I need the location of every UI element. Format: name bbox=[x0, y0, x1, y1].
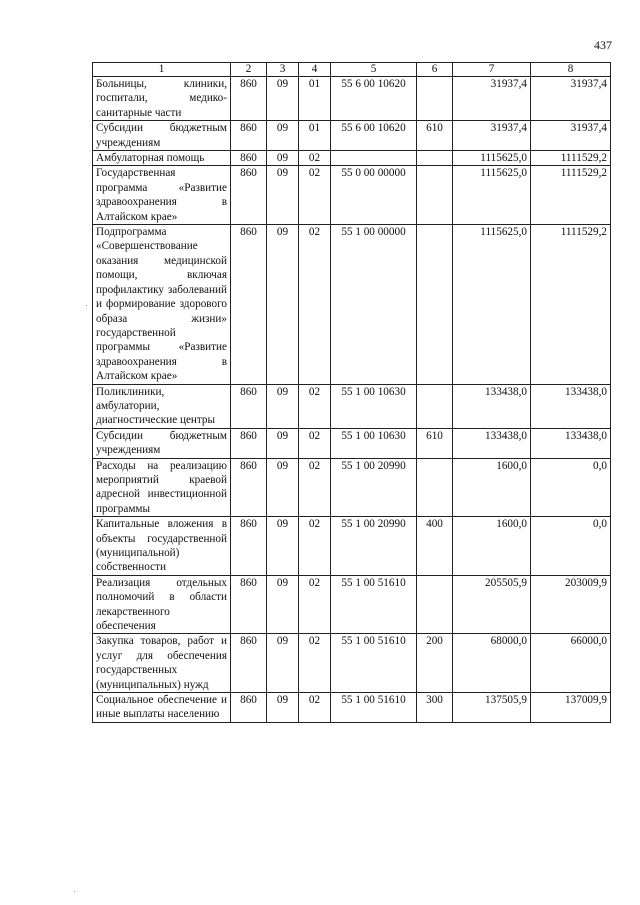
cell-col4: 02 bbox=[299, 693, 331, 723]
cell-col8: 137009,9 bbox=[531, 693, 611, 723]
table-row bbox=[93, 458, 611, 517]
table-row bbox=[93, 225, 611, 384]
cell-col3: 09 bbox=[267, 77, 299, 121]
table-row bbox=[93, 384, 611, 428]
cell-col2: 860 bbox=[231, 458, 267, 517]
cell-col6 bbox=[417, 77, 453, 121]
cell-col4: 02 bbox=[299, 384, 331, 428]
cell-col8: 31937,4 bbox=[531, 77, 611, 121]
table-row bbox=[93, 517, 611, 576]
cell-col3: 09 bbox=[267, 166, 299, 225]
cell-col6 bbox=[417, 575, 453, 634]
cell-col2: 860 bbox=[231, 225, 267, 384]
cell-col3: 09 bbox=[267, 428, 299, 458]
row-name: Капитальные вложения в объекты государственной (муниципальной) собственности bbox=[93, 517, 231, 576]
cell-col2: 860 bbox=[231, 428, 267, 458]
cell-col5: 55 1 00 10630 bbox=[331, 384, 417, 428]
cell-col2: 860 bbox=[231, 121, 267, 151]
cell-col7: 133438,0 bbox=[453, 428, 531, 458]
cell-col8: 133438,0 bbox=[531, 384, 611, 428]
cell-col7: 1115625,0 bbox=[453, 225, 531, 384]
cell-col8: 203009,9 bbox=[531, 575, 611, 634]
cell-col2: 860 bbox=[231, 634, 267, 693]
cell-col3: 09 bbox=[267, 634, 299, 693]
cell-col3: 09 bbox=[267, 151, 299, 166]
cell-col4: 01 bbox=[299, 121, 331, 151]
cell-col4: 02 bbox=[299, 428, 331, 458]
cell-col6 bbox=[417, 225, 453, 384]
column-header: 6 bbox=[417, 63, 453, 77]
row-name: Расходы на реализацию мероприятий краевой адресной инвестиционной программы bbox=[93, 458, 231, 517]
cell-col2: 860 bbox=[231, 151, 267, 166]
cell-col6: 200 bbox=[417, 634, 453, 693]
cell-col5: 55 1 00 10630 bbox=[331, 428, 417, 458]
cell-col6 bbox=[417, 458, 453, 517]
cell-col8: 66000,0 bbox=[531, 634, 611, 693]
row-name: Социальное обеспечение и иные выплаты населению bbox=[93, 693, 231, 723]
cell-col8: 1111529,2 bbox=[531, 225, 611, 384]
cell-col4: 01 bbox=[299, 77, 331, 121]
table-row bbox=[93, 575, 611, 634]
cell-col5: 55 6 00 10620 bbox=[331, 77, 417, 121]
table-row bbox=[93, 166, 611, 225]
cell-col8: 31937,4 bbox=[531, 121, 611, 151]
cell-col2: 860 bbox=[231, 693, 267, 723]
cell-col8: 1111529,2 bbox=[531, 151, 611, 166]
cell-col7: 205505,9 bbox=[453, 575, 531, 634]
budget-table bbox=[92, 62, 611, 723]
table-row bbox=[93, 121, 611, 151]
cell-col6 bbox=[417, 166, 453, 225]
cell-col5: 55 1 00 20990 bbox=[331, 458, 417, 517]
table-row bbox=[93, 428, 611, 458]
column-header: 3 bbox=[267, 63, 299, 77]
cell-col5: 55 6 00 10620 bbox=[331, 121, 417, 151]
cell-col5: 55 1 00 20990 bbox=[331, 517, 417, 576]
table-row bbox=[93, 77, 611, 121]
column-header: 8 bbox=[531, 63, 611, 77]
row-name: Субсидии бюджетным учреждениям bbox=[93, 428, 231, 458]
cell-col2: 860 bbox=[231, 384, 267, 428]
cell-col7: 1600,0 bbox=[453, 458, 531, 517]
column-header: 2 bbox=[231, 63, 267, 77]
cell-col7: 133438,0 bbox=[453, 384, 531, 428]
row-name: Государственная программа «Развитие здравоохранения в Алтайском крае» bbox=[93, 166, 231, 225]
cell-col7: 1115625,0 bbox=[453, 151, 531, 166]
cell-col8: 0,0 bbox=[531, 517, 611, 576]
cell-col5: 55 1 00 51610 bbox=[331, 575, 417, 634]
cell-col8: 133438,0 bbox=[531, 428, 611, 458]
scan-speck bbox=[74, 891, 75, 892]
cell-col5: 55 1 00 51610 bbox=[331, 634, 417, 693]
cell-col4: 02 bbox=[299, 517, 331, 576]
cell-col8: 0,0 bbox=[531, 458, 611, 517]
cell-col7: 31937,4 bbox=[453, 77, 531, 121]
cell-col7: 31937,4 bbox=[453, 121, 531, 151]
cell-col4: 02 bbox=[299, 634, 331, 693]
cell-col8: 1111529,2 bbox=[531, 166, 611, 225]
cell-col3: 09 bbox=[267, 458, 299, 517]
cell-col4: 02 bbox=[299, 166, 331, 225]
cell-col3: 09 bbox=[267, 225, 299, 384]
table-row bbox=[93, 151, 611, 166]
column-header: 5 bbox=[331, 63, 417, 77]
cell-col2: 860 bbox=[231, 575, 267, 634]
cell-col2: 860 bbox=[231, 77, 267, 121]
cell-col6: 400 bbox=[417, 517, 453, 576]
row-name: Больницы, клиники, госпитали, медико-санитарные части bbox=[93, 77, 231, 121]
cell-col3: 09 bbox=[267, 121, 299, 151]
cell-col4: 02 bbox=[299, 225, 331, 384]
table-row bbox=[93, 634, 611, 693]
column-header: 1 bbox=[93, 63, 231, 77]
cell-col3: 09 bbox=[267, 384, 299, 428]
column-header: 7 bbox=[453, 63, 531, 77]
cell-col6 bbox=[417, 384, 453, 428]
row-name: Поликлиники, амбулатории, диагностические центры bbox=[93, 384, 231, 428]
cell-col2: 860 bbox=[231, 166, 267, 225]
cell-col6: 610 bbox=[417, 121, 453, 151]
row-name: Субсидии бюджетным учреждениям bbox=[93, 121, 231, 151]
column-header: 4 bbox=[299, 63, 331, 77]
cell-col7: 1115625,0 bbox=[453, 166, 531, 225]
header-row bbox=[93, 63, 611, 77]
cell-col4: 02 bbox=[299, 151, 331, 166]
row-name: Реализация отдельных полномочий в области лекарственного обеспечения bbox=[93, 575, 231, 634]
page-number: 437 bbox=[594, 38, 612, 52]
table-row bbox=[93, 693, 611, 723]
cell-col4: 02 bbox=[299, 458, 331, 517]
cell-col5: 55 0 00 00000 bbox=[331, 166, 417, 225]
cell-col5: 55 1 00 00000 bbox=[331, 225, 417, 384]
cell-col5 bbox=[331, 151, 417, 166]
cell-col6: 610 bbox=[417, 428, 453, 458]
row-name: Амбулаторная помощь bbox=[93, 151, 231, 166]
scan-speck bbox=[86, 305, 87, 306]
cell-col3: 09 bbox=[267, 693, 299, 723]
cell-col2: 860 bbox=[231, 517, 267, 576]
cell-col5: 55 1 00 51610 bbox=[331, 693, 417, 723]
cell-col6 bbox=[417, 151, 453, 166]
cell-col4: 02 bbox=[299, 575, 331, 634]
row-name: Закупка товаров, работ и услуг для обеспечения государственных (муниципальных) нужд bbox=[93, 634, 231, 693]
cell-col7: 137505,9 bbox=[453, 693, 531, 723]
cell-col7: 1600,0 bbox=[453, 517, 531, 576]
cell-col7: 68000,0 bbox=[453, 634, 531, 693]
row-name: Подпрограмма «Совершенствование оказания медицинской помощи, включая профилактику заболеваний и формирование здорового образа жизни» государственной программы «Развитие здравоохранения в Алтайском крае» bbox=[93, 225, 231, 384]
cell-col3: 09 bbox=[267, 575, 299, 634]
cell-col3: 09 bbox=[267, 517, 299, 576]
cell-col6: 300 bbox=[417, 693, 453, 723]
